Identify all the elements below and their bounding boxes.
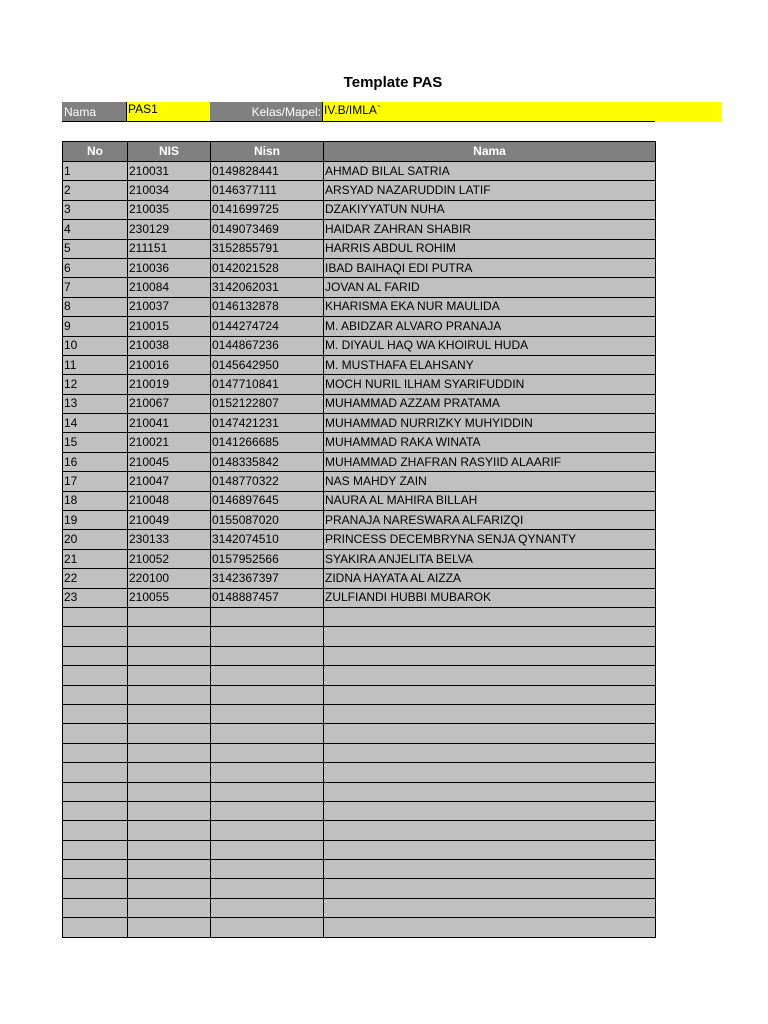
empty-cell[interactable] — [324, 627, 656, 646]
cell-no[interactable]: 16 — [63, 452, 128, 471]
empty-cell[interactable] — [211, 840, 324, 859]
empty-cell[interactable] — [324, 840, 656, 859]
empty-cell[interactable] — [211, 704, 324, 723]
empty-cell[interactable] — [211, 763, 324, 782]
cell-nama[interactable]: MUHAMMAD ZHAFRAN RASYIID ALAARIF — [324, 452, 656, 471]
cell-nama[interactable]: PRANAJA NARESWARA ALFARIZQI — [324, 511, 656, 530]
table-row — [63, 549, 656, 568]
cell-nis[interactable]: 210067 — [128, 394, 211, 413]
cell-nis[interactable]: 210016 — [128, 355, 211, 374]
empty-cell[interactable] — [63, 782, 128, 801]
cell-nama[interactable]: MOCH NURIL ILHAM SYARIFUDDIN — [324, 375, 656, 394]
cell-nisn[interactable]: 0147710841 — [211, 375, 324, 394]
cell-nisn[interactable]: 0141266685 — [211, 433, 324, 452]
empty-cell[interactable] — [211, 607, 324, 626]
empty-cell[interactable] — [211, 782, 324, 801]
empty-cell[interactable] — [324, 821, 656, 840]
nama-value-cell[interactable] — [127, 102, 210, 122]
empty-cell[interactable] — [128, 763, 211, 782]
table-row — [63, 278, 656, 297]
table-row — [63, 414, 656, 433]
empty-cell[interactable] — [63, 898, 128, 917]
empty-cell[interactable] — [128, 704, 211, 723]
kelas-label-cell[interactable] — [210, 102, 323, 122]
empty-cell[interactable] — [63, 704, 128, 723]
nama-label-cell[interactable] — [62, 102, 127, 122]
empty-cell[interactable] — [324, 704, 656, 723]
cell-no[interactable]: 13 — [63, 394, 128, 413]
table-row — [63, 336, 656, 355]
cell-nis[interactable]: 210019 — [128, 375, 211, 394]
cell-nisn[interactable]: 0149828441 — [211, 162, 324, 181]
cell-nis[interactable]: 210021 — [128, 433, 211, 452]
table-row — [63, 181, 656, 200]
empty-cell[interactable] — [211, 918, 324, 937]
cell-nisn[interactable]: 0149073469 — [211, 220, 324, 239]
cell-nis[interactable]: 210031 — [128, 162, 211, 181]
empty-cell[interactable] — [128, 801, 211, 820]
empty-cell[interactable] — [211, 801, 324, 820]
cell-nis[interactable]: 210035 — [128, 200, 211, 219]
empty-table-row — [63, 801, 656, 820]
cell-nisn[interactable]: 0155087020 — [211, 511, 324, 530]
cell-nisn[interactable]: 0146132878 — [211, 297, 324, 316]
cell-nama[interactable]: JOVAN AL FARID — [324, 278, 656, 297]
empty-cell[interactable] — [324, 724, 656, 743]
header-nama[interactable]: Nama — [324, 142, 656, 162]
empty-cell[interactable] — [324, 860, 656, 879]
cell-no[interactable]: 12 — [63, 375, 128, 394]
empty-table-row — [63, 743, 656, 762]
cell-no[interactable]: 18 — [63, 491, 128, 510]
table-row — [63, 258, 656, 277]
table-body — [63, 162, 656, 938]
cell-nisn[interactable]: 0146377111 — [211, 181, 324, 200]
empty-table-row — [63, 840, 656, 859]
cell-nisn[interactable]: 0144867236 — [211, 336, 324, 355]
empty-cell[interactable] — [63, 724, 128, 743]
empty-table-row — [63, 763, 656, 782]
kelas-label: Kelas/Mapel: — [251, 105, 321, 119]
empty-cell[interactable] — [128, 860, 211, 879]
empty-cell[interactable] — [63, 918, 128, 937]
cell-nis[interactable]: 211151 — [128, 239, 211, 258]
cell-no[interactable]: 2 — [63, 181, 128, 200]
cell-nisn[interactable]: 0148335842 — [211, 452, 324, 471]
empty-cell[interactable] — [63, 646, 128, 665]
empty-cell[interactable] — [63, 879, 128, 898]
empty-cell[interactable] — [324, 801, 656, 820]
empty-cell[interactable] — [324, 685, 656, 704]
cell-no[interactable]: 4 — [63, 220, 128, 239]
cell-nisn[interactable]: 3142074510 — [211, 530, 324, 549]
empty-table-row — [63, 782, 656, 801]
cell-no[interactable]: 9 — [63, 317, 128, 336]
cell-nis[interactable]: 210034 — [128, 181, 211, 200]
empty-cell[interactable] — [128, 646, 211, 665]
empty-cell[interactable] — [63, 840, 128, 859]
cell-nis[interactable]: 210055 — [128, 588, 211, 607]
cell-nis[interactable]: 210038 — [128, 336, 211, 355]
empty-cell[interactable] — [128, 666, 211, 685]
empty-table-row — [63, 724, 656, 743]
empty-table-row — [63, 879, 656, 898]
kelas-value-cell[interactable] — [323, 102, 722, 122]
cell-no[interactable]: 22 — [63, 569, 128, 588]
table-row — [63, 472, 656, 491]
cell-nama[interactable]: KHARISMA EKA NUR MAULIDA — [324, 297, 656, 316]
empty-cell[interactable] — [128, 724, 211, 743]
empty-cell[interactable] — [324, 898, 656, 917]
empty-cell[interactable] — [324, 879, 656, 898]
cell-nama[interactable]: MUHAMMAD RAKA WINATA — [324, 433, 656, 452]
empty-cell[interactable] — [128, 918, 211, 937]
table-row — [63, 491, 656, 510]
cell-nama[interactable]: PRINCESS DECEMBRYNA SENJA QYNANTY — [324, 530, 656, 549]
table-row — [63, 355, 656, 374]
kelas-value: IV.B/IMLA` — [324, 103, 381, 117]
cell-nisn[interactable]: 0146897645 — [211, 491, 324, 510]
empty-cell[interactable] — [211, 666, 324, 685]
empty-cell[interactable] — [211, 627, 324, 646]
empty-cell[interactable] — [128, 821, 211, 840]
cell-nis[interactable]: 210084 — [128, 278, 211, 297]
cell-nisn[interactable]: 0144274724 — [211, 317, 324, 336]
table-row — [63, 239, 656, 258]
table-row — [63, 511, 656, 530]
empty-cell[interactable] — [324, 646, 656, 665]
table-row — [63, 452, 656, 471]
nama-value: PAS1 — [128, 102, 158, 116]
cell-nis[interactable]: 210047 — [128, 472, 211, 491]
table-row — [63, 297, 656, 316]
info-bottom-border — [62, 121, 655, 122]
cell-nama[interactable]: M. ABIDZAR ALVARO PRANAJA — [324, 317, 656, 336]
cell-no[interactable]: 23 — [63, 588, 128, 607]
table-row — [63, 588, 656, 607]
cell-nis[interactable]: 210049 — [128, 511, 211, 530]
empty-cell[interactable] — [211, 860, 324, 879]
cell-nis[interactable]: 220100 — [128, 569, 211, 588]
empty-cell[interactable] — [128, 840, 211, 859]
cell-nis[interactable]: 230129 — [128, 220, 211, 239]
empty-cell[interactable] — [128, 607, 211, 626]
empty-table-row — [63, 704, 656, 723]
table-row — [63, 433, 656, 452]
empty-cell[interactable] — [211, 685, 324, 704]
empty-cell[interactable] — [128, 879, 211, 898]
empty-cell[interactable] — [63, 627, 128, 646]
empty-cell[interactable] — [211, 879, 324, 898]
cell-nama[interactable]: HAIDAR ZAHRAN SHABIR — [324, 220, 656, 239]
cell-nis[interactable]: 230133 — [128, 530, 211, 549]
student-table — [62, 141, 656, 938]
cell-nis[interactable]: 210041 — [128, 414, 211, 433]
empty-table-row — [63, 685, 656, 704]
empty-cell[interactable] — [63, 685, 128, 704]
cell-nama[interactable]: MUHAMMAD AZZAM PRATAMA — [324, 394, 656, 413]
empty-cell[interactable] — [128, 743, 211, 762]
cell-nisn[interactable]: 0142021528 — [211, 258, 324, 277]
cell-nisn[interactable]: 3152855791 — [211, 239, 324, 258]
empty-cell[interactable] — [324, 918, 656, 937]
empty-cell[interactable] — [324, 666, 656, 685]
empty-cell[interactable] — [324, 743, 656, 762]
table-row — [63, 317, 656, 336]
cell-nis[interactable]: 210036 — [128, 258, 211, 277]
table-row — [63, 375, 656, 394]
header-nisn[interactable]: Nisn — [211, 142, 324, 162]
cell-nama[interactable]: ARSYAD NAZARUDDIN LATIF — [324, 181, 656, 200]
cell-nisn[interactable]: 0148770322 — [211, 472, 324, 491]
empty-cell[interactable] — [63, 743, 128, 762]
cell-no[interactable]: 19 — [63, 511, 128, 530]
cell-nama[interactable]: M. MUSTHAFA ELAHSANY — [324, 355, 656, 374]
cell-nisn[interactable]: 0141699725 — [211, 200, 324, 219]
table-row — [63, 220, 656, 239]
empty-table-row — [63, 898, 656, 917]
cell-nama[interactable]: M. DIYAUL HAQ WA KHOIRUL HUDA — [324, 336, 656, 355]
empty-table-row — [63, 821, 656, 840]
empty-cell[interactable] — [128, 782, 211, 801]
cell-no[interactable]: 7 — [63, 278, 128, 297]
empty-table-row — [63, 918, 656, 937]
table-row — [63, 394, 656, 413]
cell-nama[interactable]: ZULFIANDI HUBBI MUBAROK — [324, 588, 656, 607]
cell-nama[interactable]: SYAKIRA ANJELITA BELVA — [324, 549, 656, 568]
cell-no[interactable]: 17 — [63, 472, 128, 491]
cell-no[interactable]: 8 — [63, 297, 128, 316]
cell-nis[interactable]: 210045 — [128, 452, 211, 471]
cell-no[interactable]: 11 — [63, 355, 128, 374]
cell-nisn[interactable]: 0157952566 — [211, 549, 324, 568]
cell-no[interactable]: 6 — [63, 258, 128, 277]
empty-cell[interactable] — [324, 782, 656, 801]
empty-cell[interactable] — [128, 898, 211, 917]
cell-nama[interactable]: NAS MAHDY ZAIN — [324, 472, 656, 491]
cell-nis[interactable]: 210052 — [128, 549, 211, 568]
empty-table-row — [63, 646, 656, 665]
empty-cell[interactable] — [211, 743, 324, 762]
cell-nis[interactable]: 210048 — [128, 491, 211, 510]
cell-no[interactable]: 10 — [63, 336, 128, 355]
empty-cell[interactable] — [211, 646, 324, 665]
cell-nisn[interactable]: 3142367397 — [211, 569, 324, 588]
cell-no[interactable]: 15 — [63, 433, 128, 452]
empty-cell[interactable] — [324, 607, 656, 626]
cell-no[interactable]: 1 — [63, 162, 128, 181]
empty-cell[interactable] — [211, 821, 324, 840]
empty-cell[interactable] — [63, 666, 128, 685]
header-no[interactable]: No — [63, 142, 128, 162]
cell-nama[interactable]: NAURA AL MAHIRA BILLAH — [324, 491, 656, 510]
empty-cell[interactable] — [63, 821, 128, 840]
cell-no[interactable]: 21 — [63, 549, 128, 568]
empty-cell[interactable] — [211, 898, 324, 917]
table-row — [63, 200, 656, 219]
cell-nama[interactable]: IBAD BAIHAQI EDI PUTRA — [324, 258, 656, 277]
empty-cell[interactable] — [128, 627, 211, 646]
empty-table-row — [63, 666, 656, 685]
cell-nis[interactable]: 210037 — [128, 297, 211, 316]
empty-table-row — [63, 860, 656, 879]
cell-nama[interactable]: MUHAMMAD NURRIZKY MUHYIDDIN — [324, 414, 656, 433]
table-header-row — [63, 142, 656, 162]
cell-nis[interactable]: 210015 — [128, 317, 211, 336]
empty-cell[interactable] — [63, 763, 128, 782]
empty-cell[interactable] — [63, 801, 128, 820]
cell-nama[interactable]: ZIDNA HAYATA AL AIZZA — [324, 569, 656, 588]
table-row — [63, 569, 656, 588]
header-nis[interactable]: NIS — [128, 142, 211, 162]
empty-cell[interactable] — [324, 763, 656, 782]
cell-nisn[interactable]: 0147421231 — [211, 414, 324, 433]
empty-cell[interactable] — [63, 860, 128, 879]
cell-no[interactable]: 5 — [63, 239, 128, 258]
empty-cell[interactable] — [63, 607, 128, 626]
cell-nisn[interactable]: 0152122807 — [211, 394, 324, 413]
table-row — [63, 530, 656, 549]
nama-label: Nama — [64, 105, 97, 119]
empty-table-row — [63, 627, 656, 646]
cell-nama[interactable]: DZAKIYYATUN NUHA — [324, 200, 656, 219]
cell-no[interactable]: 20 — [63, 530, 128, 549]
table-row — [63, 162, 656, 181]
empty-cell[interactable] — [211, 724, 324, 743]
empty-cell[interactable] — [128, 685, 211, 704]
page-title: Template PAS — [343, 74, 443, 91]
cell-nisn[interactable]: 0148887457 — [211, 588, 324, 607]
cell-nama[interactable]: HARRIS ABDUL ROHIM — [324, 239, 656, 258]
cell-no[interactable]: 14 — [63, 414, 128, 433]
cell-nama[interactable]: AHMAD BILAL SATRIA — [324, 162, 656, 181]
cell-nisn[interactable]: 0145642950 — [211, 355, 324, 374]
cell-nisn[interactable]: 3142062031 — [211, 278, 324, 297]
empty-table-row — [63, 607, 656, 626]
cell-no[interactable]: 3 — [63, 200, 128, 219]
